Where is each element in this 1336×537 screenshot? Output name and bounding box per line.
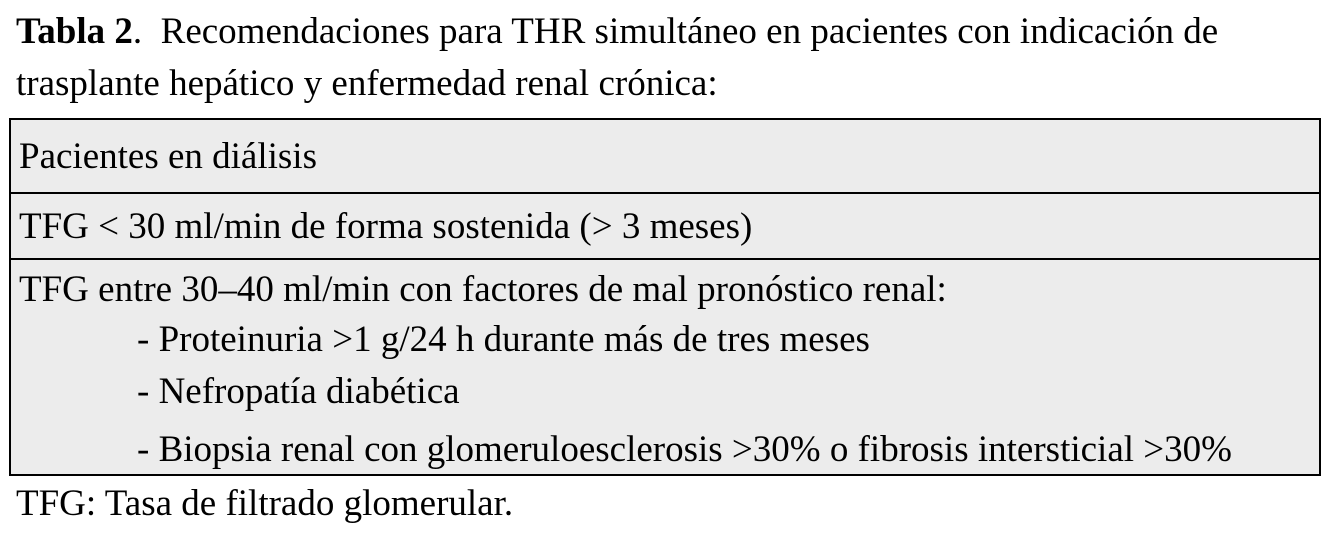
table-row-tfg-below-30: [11, 194, 1319, 260]
table-caption: [16, 6, 1326, 110]
table-footnote: TFG: Tasa de filtrado glomerular.: [16, 483, 514, 524]
recommendations-table: [9, 118, 1321, 476]
table-caption-text: Recomendaciones para THR simultáneo en pacientes con indicación de trasplante hepático y enfermedad renal crónica:: [16, 11, 1219, 104]
table-row-text: TFG entre 30–40 ml/min con factores de mal pronóstico renal:: [19, 269, 947, 310]
table-row-dialysis: [11, 120, 1319, 194]
table-row-text: TFG < 30 ml/min de forma sostenida (> 3 meses): [19, 206, 753, 247]
table-caption-label: Tabla 2: [16, 11, 133, 52]
list-item: - Nefropatía diabética: [137, 371, 460, 412]
risk-factor-list: [19, 314, 1319, 476]
table-caption-separator: .: [132, 11, 143, 52]
table-row-text: Pacientes en diálisis: [19, 136, 317, 177]
list-item: - Biopsia renal con glomeruloesclerosis >30% o fibrosis intersticial >30%: [137, 429, 1232, 470]
list-item: - Proteinuria >1 g/24 h durante más de tres meses: [137, 319, 870, 360]
table-row-tfg-30-40: [11, 260, 1319, 474]
